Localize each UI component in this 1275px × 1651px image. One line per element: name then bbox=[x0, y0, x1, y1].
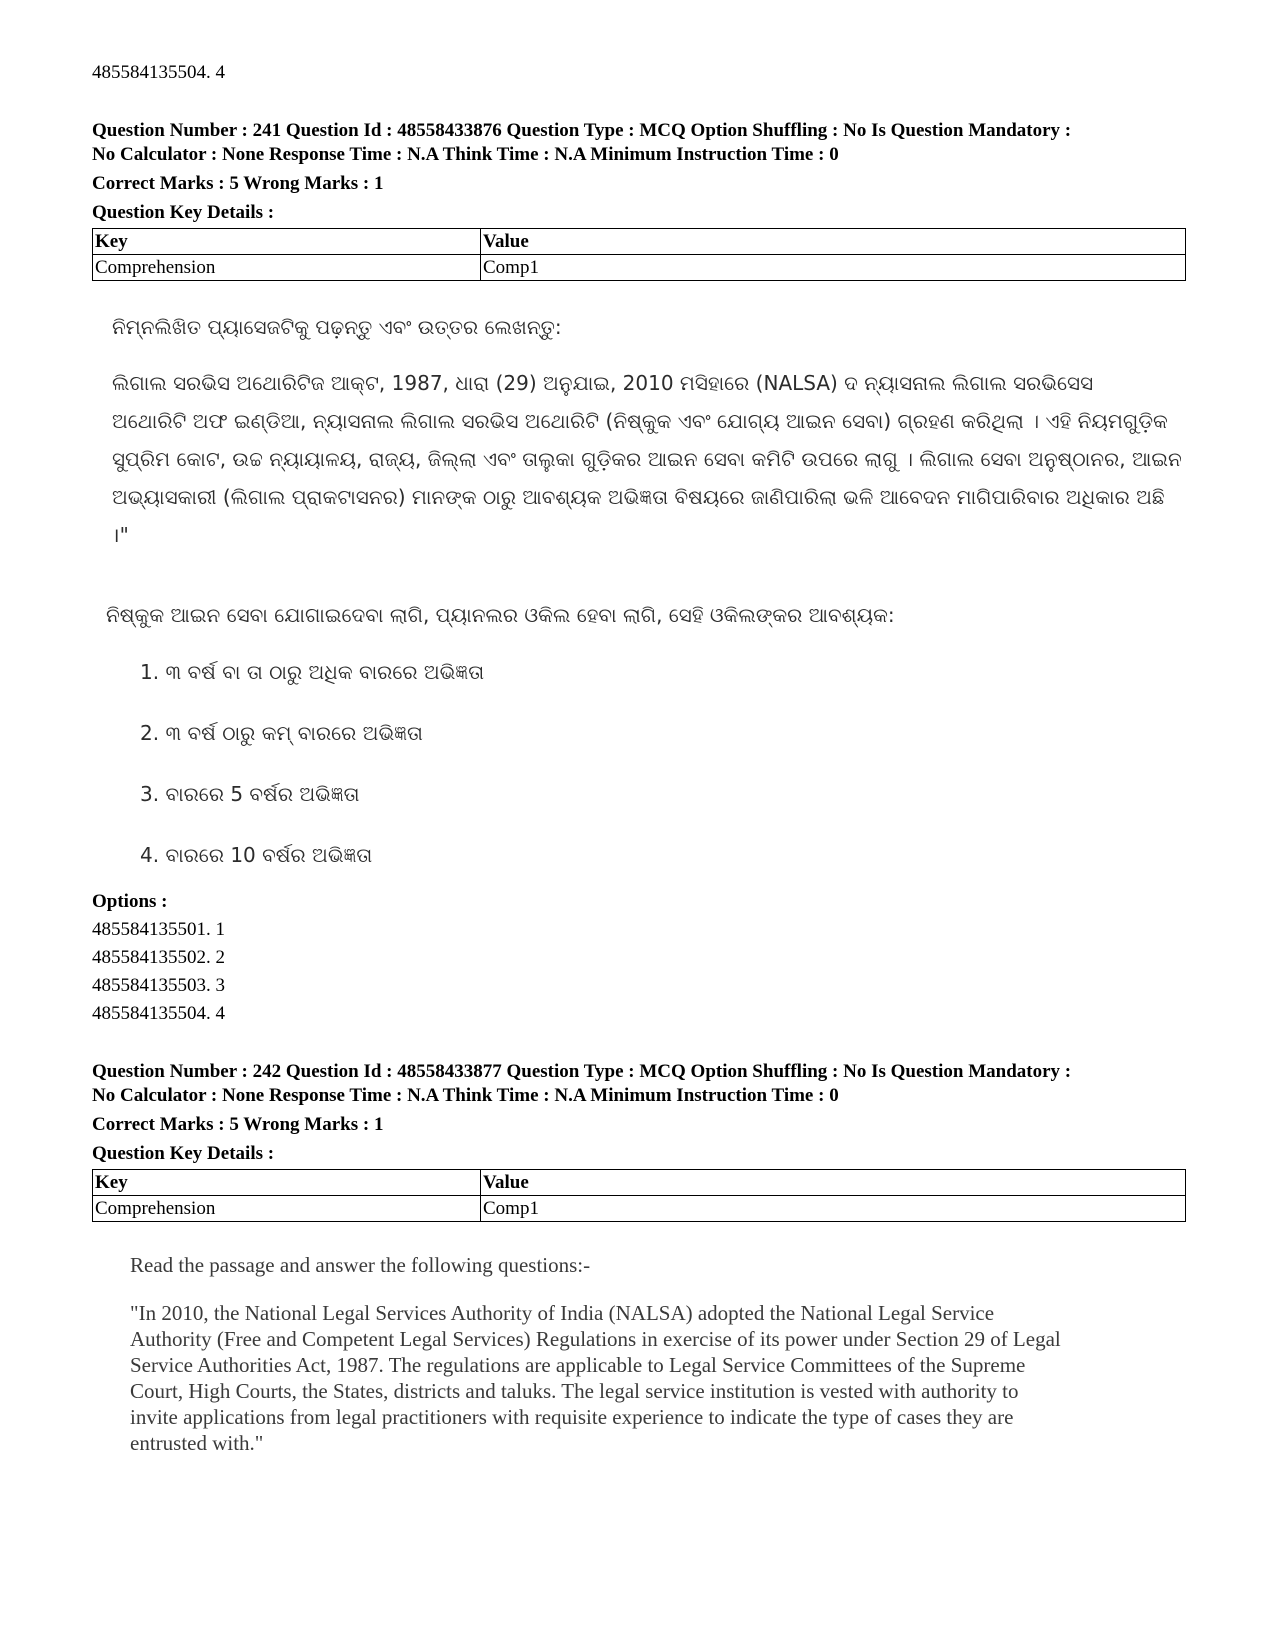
table-header-key: Key bbox=[93, 1170, 481, 1196]
table-header-value: Value bbox=[481, 229, 1186, 255]
list-item: 2. ୩ ବର୍ଷ ଠାରୁ କମ୍ ବାରରେ ଅଭିଜ୍ଞତା bbox=[140, 721, 423, 745]
previous-option-line: 485584135504. 4 bbox=[92, 62, 225, 83]
passage-line: entrusted with." bbox=[130, 1431, 264, 1455]
question-text: ନିଷ୍କୁକ ଆଇନ ସେବା ଯୋଗାଇଦେବା ଲାଗି, ପ୍ୟାନଲର ଓକିଲ ହେବା ଲାଗି, ସେହି ଓକିଲଙ୍କର ଆବଶ୍ୟକ: bbox=[106, 603, 895, 627]
table-cell-key: Comprehension bbox=[93, 1196, 481, 1222]
list-item: 485584135503. 3 bbox=[92, 975, 225, 996]
passage-line: Authority (Free and Competent Legal Services) Regulations in exercise of its power under Section 29 of Legal bbox=[130, 1327, 1061, 1351]
table-cell-value: Comp1 bbox=[481, 1196, 1186, 1222]
passage-line: ଅଥୋରିଟି ଅଫ ଇଣ୍ଡିଆ, ନ୍ୟାସନାଲ ଲିଗାଲ ସରଭିସ ଅଥୋରିଟି (ନିଷ୍କୁକ ଏବଂ ଯୋଗ୍ୟ ଆଇନ ସେବା) ଗ୍ରହଣ କରିଥିଲା । ଏହି ନିୟମଗୁଡ଼ିକ bbox=[112, 409, 1168, 433]
question-meta-line-1: Question Number : 242 Question Id : 48558433877 Question Type : MCQ Option Shuffling : No Is Question Mandatory : bbox=[92, 1061, 1072, 1082]
english-passage-body bbox=[130, 1300, 1190, 1456]
question-key-table bbox=[92, 1169, 1186, 1222]
table-row bbox=[93, 1196, 1186, 1222]
table-header-key: Key bbox=[93, 229, 481, 255]
question-meta-line-2: No Calculator : None Response Time : N.A Think Time : N.A Minimum Instruction Time : 0 bbox=[92, 1085, 839, 1106]
table-header-value: Value bbox=[481, 1170, 1186, 1196]
table-header-row bbox=[93, 229, 1186, 255]
list-item: 485584135504. 4 bbox=[92, 1003, 225, 1024]
passage-line: ସୁପ୍ରିମ କୋଟ, ଉଚ୍ଚ ନ୍ୟାୟାଳୟ, ରାଜ୍ୟ, ଜିଲ୍ଲା ଏବଂ ତାଲୁକା ଗୁଡ଼ିକର ଆଇନ ସେବା କମିଟି ଉପରେ ଲାଗୁ । ଲିଗାଲ ସେବା ଅନୁଷ୍ଠାନର, ଆଇନ bbox=[112, 447, 1182, 471]
list-item: 485584135501. 1 bbox=[92, 919, 225, 940]
list-item: 485584135502. 2 bbox=[92, 947, 225, 968]
english-passage-instruction: Read the passage and answer the following questions:- bbox=[130, 1253, 591, 1277]
table-cell-value: Comp1 bbox=[481, 255, 1186, 281]
question-marks: Correct Marks : 5 Wrong Marks : 1 bbox=[92, 1114, 384, 1135]
list-item: 4. ବାରରେ 10 ବର୍ଷର ଅଭିଜ୍ଞତା bbox=[140, 843, 373, 867]
passage-line: ଅଭ୍ୟାସକାରୀ (ଲିଗାଲ ପ୍ରାକଟାସନର) ମାନଙ୍କ ଠାରୁ ଆବଶ୍ୟକ ଅଭିଜ୍ଞତା ବିଷୟରେ ଜାଣିପାରିଲା ଭଳି ଆବେଦନ ମାଗିପାରିବାର ଅଧିକାର ଅଛି bbox=[112, 485, 1165, 509]
passage-line: "In 2010, the National Legal Services Authority of India (NALSA) adopted the National Legal Service bbox=[130, 1301, 995, 1325]
passage-line: invite applications from legal practitioners with requisite experience to indicate the type of cases they are bbox=[130, 1405, 1014, 1429]
table-row bbox=[93, 255, 1186, 281]
question-242-header bbox=[92, 1060, 1190, 1222]
question-marks: Correct Marks : 5 Wrong Marks : 1 bbox=[92, 173, 384, 194]
options-list bbox=[92, 888, 225, 1028]
passage-line: Service Authorities Act, 1987. The regulations are applicable to Legal Service Committees of the Supreme bbox=[130, 1353, 1026, 1377]
options-label: Options : bbox=[92, 891, 168, 912]
passage-line: Court, High Courts, the States, districts and taluks. The legal service institution is vested with authority to bbox=[130, 1379, 1019, 1403]
list-item: 1. ୩ ବର୍ଷ ବା ତା ଠାରୁ ଅଧିକ ବାରରେ ଅଭିଜ୍ଞତା bbox=[140, 660, 485, 684]
passage-instruction: ନିମ୍ନଲିଖିତ ପ୍ୟାସେଜଟିକୁ ପଢ଼ନ୍ତୁ ଏବଂ ଉତ୍ତର ଲେଖନ୍ତୁ: bbox=[112, 315, 562, 339]
passage-line: ।" bbox=[112, 523, 129, 547]
question-meta-line-1: Question Number : 241 Question Id : 48558433876 Question Type : MCQ Option Shuffling : No Is Question Mandatory : bbox=[92, 120, 1072, 141]
table-header-row bbox=[93, 1170, 1186, 1196]
list-item: 3. ବାରରେ 5 ବର୍ଷର ଅଭିଜ୍ଞତା bbox=[140, 782, 360, 806]
question-key-table bbox=[92, 228, 1186, 281]
question-241-header bbox=[92, 119, 1190, 281]
question-meta-line-2: No Calculator : None Response Time : N.A Think Time : N.A Minimum Instruction Time : 0 bbox=[92, 144, 839, 165]
question-key-details-label: Question Key Details : bbox=[92, 202, 275, 223]
passage-body bbox=[112, 364, 1190, 554]
question-key-details-label: Question Key Details : bbox=[92, 1143, 275, 1164]
passage-line: ଲିଗାଲ ସରଭିସ ଅଥୋରିଟିଜ ଆକ୍ଟ, 1987, ଧାରା (29) ଅନୁଯାଇ, 2010 ମସିହାରେ (NALSA) ଦ ନ୍ୟାସନାଲ ଲିଗାଲ ସରଭିସେସ bbox=[112, 371, 1094, 395]
table-cell-key: Comprehension bbox=[93, 255, 481, 281]
